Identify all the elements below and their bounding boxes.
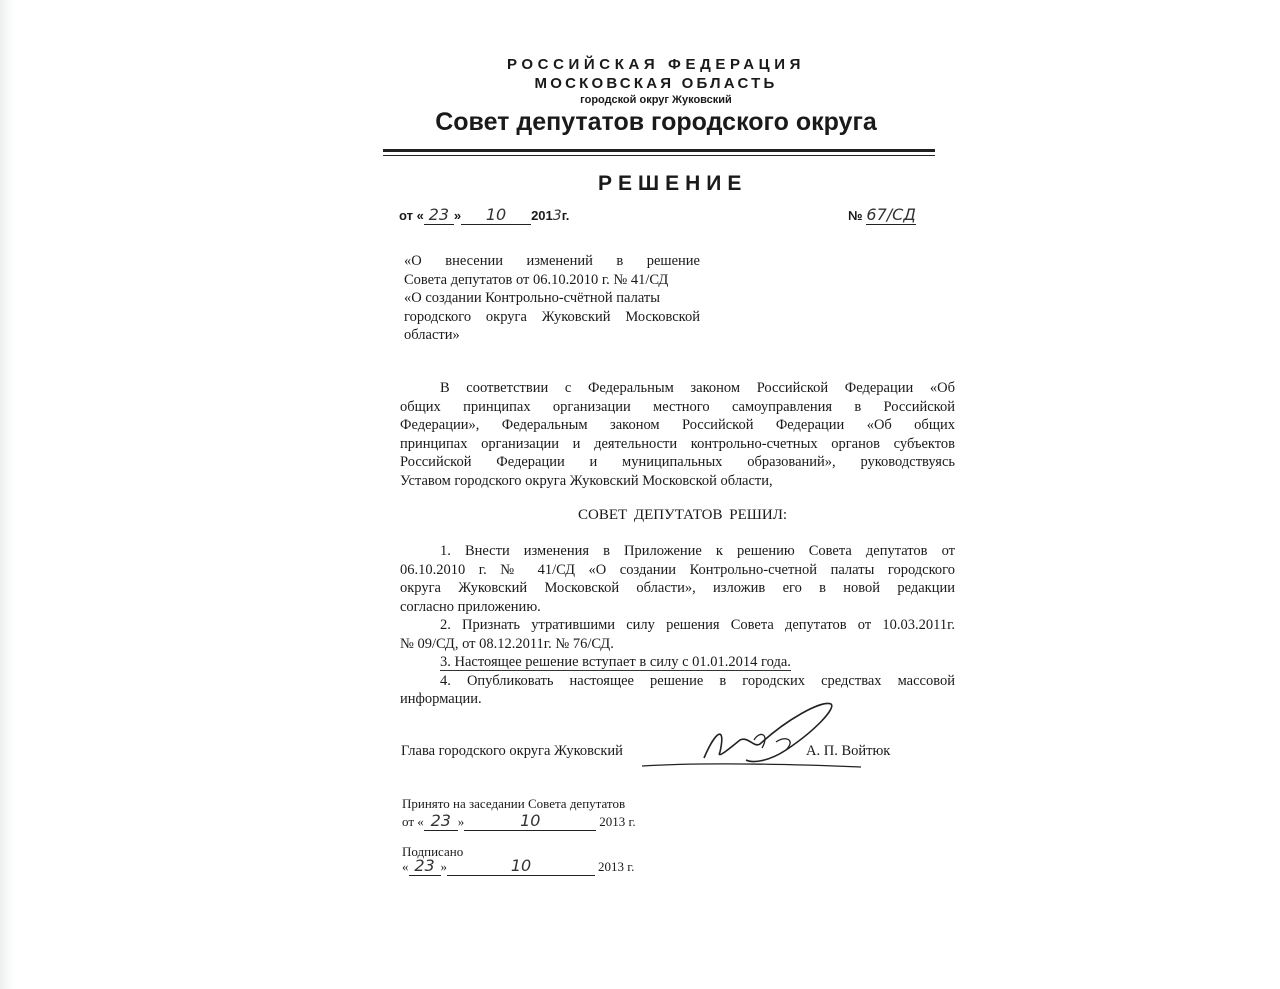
adopted-day-field xyxy=(424,812,458,831)
subject-line: Совета депутатов от 06.10.2010 г. № 41/СД xyxy=(404,271,669,288)
item-line: округа Жуковский Московской области», изложив его в новой редакции xyxy=(400,580,955,596)
item-line: согласно приложению. xyxy=(400,598,541,615)
number-value: 67/СД xyxy=(866,205,916,224)
item-line: 2. Признать утратившими силу решения Совета депутатов от 10.03.2011г. xyxy=(440,617,955,633)
item-line: № 09/СД, от 08.12.2011г. № 76/СД. xyxy=(400,635,614,652)
subject-line: области» xyxy=(404,327,460,343)
preamble-line: Уставом городского округа Жуковский Московской области, xyxy=(400,472,773,489)
signed-month-field xyxy=(447,857,595,876)
items-block xyxy=(400,543,955,710)
number-prefix: № xyxy=(848,208,863,223)
item-line: 06.10.2010 г. № 41/СД «О создании Контрольно-счетной палаты городского xyxy=(400,561,955,578)
resolved-heading: СОВЕТ ДЕПУТАТОВ РЕШИЛ: xyxy=(578,507,788,523)
adopted-month: 10 xyxy=(520,811,541,830)
date-day: 23 xyxy=(428,205,449,224)
header-country: РОССИЙСКАЯ ФЕДЕРАЦИЯ xyxy=(506,56,805,73)
signed-prefix: « xyxy=(402,859,409,874)
preamble-line: принципах организации и деятельности контрольно-счетных органов субъектов xyxy=(400,435,955,452)
date-month-field xyxy=(461,206,531,225)
subject-line: «О внесении изменений в решение xyxy=(404,253,700,269)
date-mid: » xyxy=(453,208,462,223)
item-line xyxy=(400,654,955,673)
preamble-line: Федерации», Федеральным законом Российской Федерации «Об общих xyxy=(400,417,955,433)
header-region: МОСКОВСКАЯ ОБЛАСТЬ xyxy=(534,75,778,92)
signed-mid: » xyxy=(440,859,447,874)
date-prefix: от « xyxy=(399,208,424,223)
date-suffix: г. xyxy=(561,208,570,223)
adopted-date xyxy=(402,812,636,831)
signature-name: А. П. Войтюк xyxy=(806,743,891,759)
date-year-digit: 3 xyxy=(552,208,562,224)
number-field xyxy=(866,206,916,225)
adopted-mid: » xyxy=(457,814,465,829)
adopted-month-field xyxy=(464,812,596,831)
header-council: Совет депутатов городского округа xyxy=(435,108,877,136)
item-3-text: 3. Настоящее решение вступает в силу с 01.01.2014 года. xyxy=(440,654,791,670)
date-day-field xyxy=(424,206,454,225)
preamble-line: общих принципах организации местного самоуправления в Российской xyxy=(400,398,955,415)
preamble-line: В соответствии с Федеральным законом Российской Федерации «Об xyxy=(440,380,955,396)
adopted-label: Принято на заседании Совета депутатов xyxy=(402,796,626,811)
signed-year: 2013 г. xyxy=(598,859,635,874)
item-line: 4. Опубликовать настоящее решение в городских средствах массовой xyxy=(440,672,955,689)
signed-day: 23 xyxy=(414,856,435,875)
header-rule xyxy=(383,149,935,152)
signed-day-field xyxy=(409,857,441,876)
adopted-prefix: от « xyxy=(402,814,424,829)
adopted-day: 23 xyxy=(430,811,451,830)
date-month: 10 xyxy=(485,205,507,224)
decision-number xyxy=(848,206,916,225)
subject-line: «О создании Контрольно-счётной палаты xyxy=(404,290,660,306)
signed-month: 10 xyxy=(510,856,532,875)
signature-mark xyxy=(636,690,866,775)
subject-line: городского округа Жуковский Московской xyxy=(404,308,700,325)
adopted-year: 2013 г. xyxy=(599,814,636,829)
signature-position: Глава городского округа Жуковский xyxy=(401,743,623,759)
item-line: информации. xyxy=(400,691,482,707)
signed-label: Подписано xyxy=(402,844,464,859)
item-line: 1. Внести изменения в Приложение к решению Совета депутатов от xyxy=(440,543,955,559)
date-year-prefix: 201 xyxy=(531,208,553,223)
header-district: городской округ Жуковский xyxy=(580,94,732,106)
scan-edge-shadow xyxy=(0,0,14,989)
date-line xyxy=(399,206,569,225)
preamble xyxy=(400,380,955,491)
doc-type-title: РЕШЕНИЕ xyxy=(598,172,748,195)
subject-block xyxy=(404,253,700,346)
preamble-line: Российской Федерации и муниципальных образований», руководствуясь xyxy=(400,454,955,470)
header-rule-thin xyxy=(383,155,935,156)
signed-date xyxy=(402,857,634,876)
